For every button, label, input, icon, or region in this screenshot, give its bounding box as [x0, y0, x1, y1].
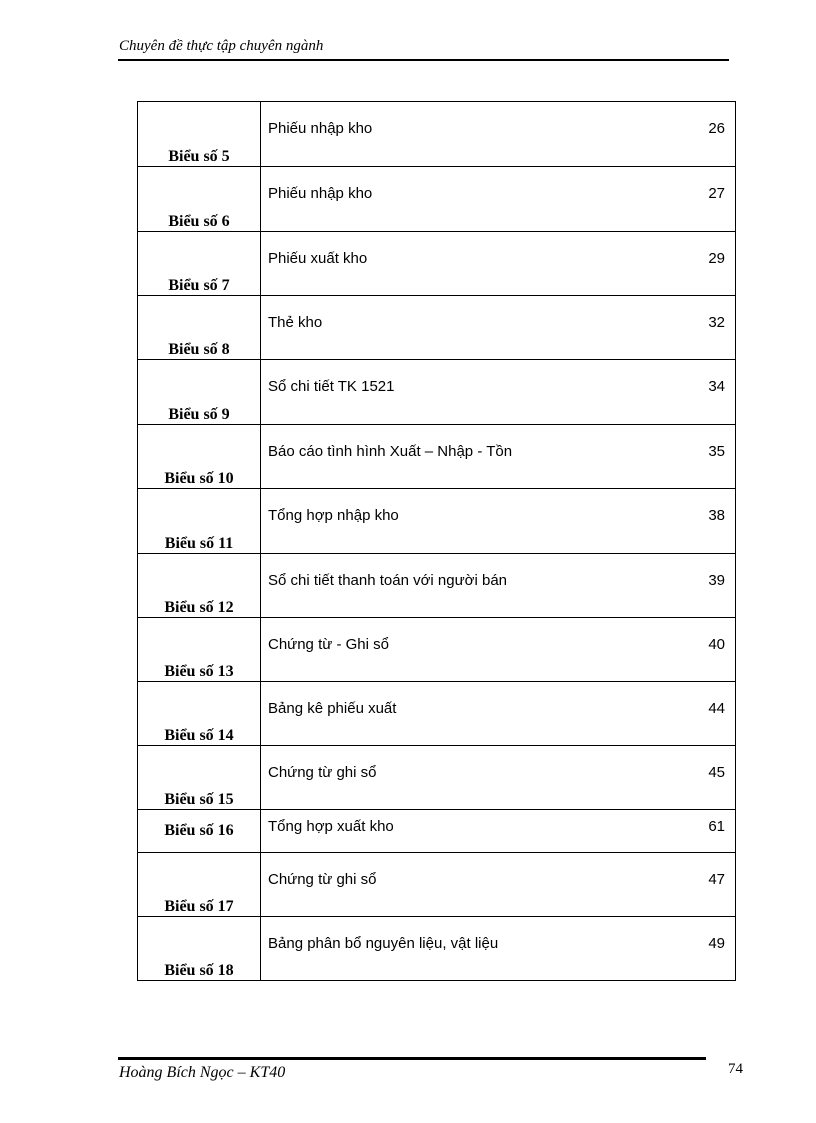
figure-description: Bảng kê phiếu xuất [268, 700, 397, 717]
table-row [138, 232, 736, 296]
table-row [138, 682, 736, 746]
table-row [138, 853, 736, 917]
figure-description: Sổ chi tiết thanh toán với người bán [268, 572, 508, 589]
figure-entry [261, 618, 736, 682]
figure-description: Chứng từ ghi sổ [268, 764, 377, 781]
figure-label: Biểu số 11 [138, 489, 261, 554]
figure-label: Biểu số 18 [138, 917, 261, 981]
figure-page-number: 38 [708, 507, 725, 524]
table-row [138, 102, 736, 167]
footer-page-number: 74 [728, 1061, 743, 1077]
figure-page-number: 40 [708, 636, 725, 653]
figure-list-table [137, 101, 736, 981]
figure-entry [261, 746, 736, 810]
figure-page-number: 44 [708, 700, 725, 717]
figure-page-number: 32 [708, 314, 725, 331]
table-row [138, 489, 736, 554]
table-row [138, 554, 736, 618]
figure-page-number: 26 [708, 120, 725, 137]
figure-entry [261, 554, 736, 618]
table-row [138, 917, 736, 981]
figure-description: Tổng hợp xuất kho [268, 818, 394, 835]
figure-page-number: 35 [708, 443, 725, 460]
header-rule [118, 59, 729, 61]
table-row [138, 618, 736, 682]
figure-label: Biểu số 14 [138, 682, 261, 746]
figure-description: Sổ chi tiết TK 1521 [268, 378, 395, 395]
table-row [138, 167, 736, 232]
figure-label: Biểu số 15 [138, 746, 261, 810]
figure-entry [261, 296, 736, 360]
table-row [138, 360, 736, 425]
figure-page-number: 47 [708, 871, 725, 888]
figure-entry [261, 360, 736, 425]
figure-description: Chứng từ ghi sổ [268, 871, 377, 888]
header-title: Chuyên đề thực tập chuyên ngành [119, 38, 324, 54]
figure-label: Biểu số 9 [138, 360, 261, 425]
figure-label: Biểu số 6 [138, 167, 261, 232]
figure-description: Tổng hợp nhập kho [268, 507, 399, 524]
figure-entry [261, 102, 736, 167]
figure-entry [261, 810, 736, 853]
figure-entry [261, 917, 736, 981]
figure-page-number: 39 [708, 572, 725, 589]
figure-description: Chứng từ - Ghi sổ [268, 636, 389, 653]
figure-description: Phiếu nhập kho [268, 120, 373, 137]
figure-label: Biểu số 8 [138, 296, 261, 360]
figure-description: Thẻ kho [268, 314, 323, 331]
figure-label: Biểu số 5 [138, 102, 261, 167]
table-row [138, 296, 736, 360]
figure-label: Biểu số 13 [138, 618, 261, 682]
figure-description: Phiếu xuất kho [268, 250, 368, 267]
figure-page-number: 27 [708, 185, 725, 202]
figure-entry [261, 853, 736, 917]
table-row [138, 810, 736, 853]
figure-label: Biểu số 12 [138, 554, 261, 618]
figure-description: Phiếu nhập kho [268, 185, 373, 202]
figure-description: Bảng phân bổ nguyên liệu, vật liệu [268, 935, 499, 952]
table-row [138, 425, 736, 489]
figure-page-number: 49 [708, 935, 725, 952]
figure-description: Báo cáo tình hình Xuất – Nhập - Tồn [268, 443, 513, 460]
figure-entry [261, 682, 736, 746]
footer-author: Hoàng Bích Ngọc – KT40 [119, 1064, 286, 1081]
figure-label: Biểu số 7 [138, 232, 261, 296]
figure-entry [261, 232, 736, 296]
figure-page-number: 45 [708, 764, 725, 781]
footer-rule [118, 1057, 706, 1060]
figure-label: Biểu số 16 [138, 810, 261, 853]
figure-page-number: 61 [708, 818, 725, 835]
figure-entry [261, 425, 736, 489]
figure-page-number: 29 [708, 250, 725, 267]
figure-entry [261, 167, 736, 232]
figure-label: Biểu số 10 [138, 425, 261, 489]
figure-page-number: 34 [708, 378, 725, 395]
figure-entry [261, 489, 736, 554]
table-row [138, 746, 736, 810]
figure-label: Biểu số 17 [138, 853, 261, 917]
